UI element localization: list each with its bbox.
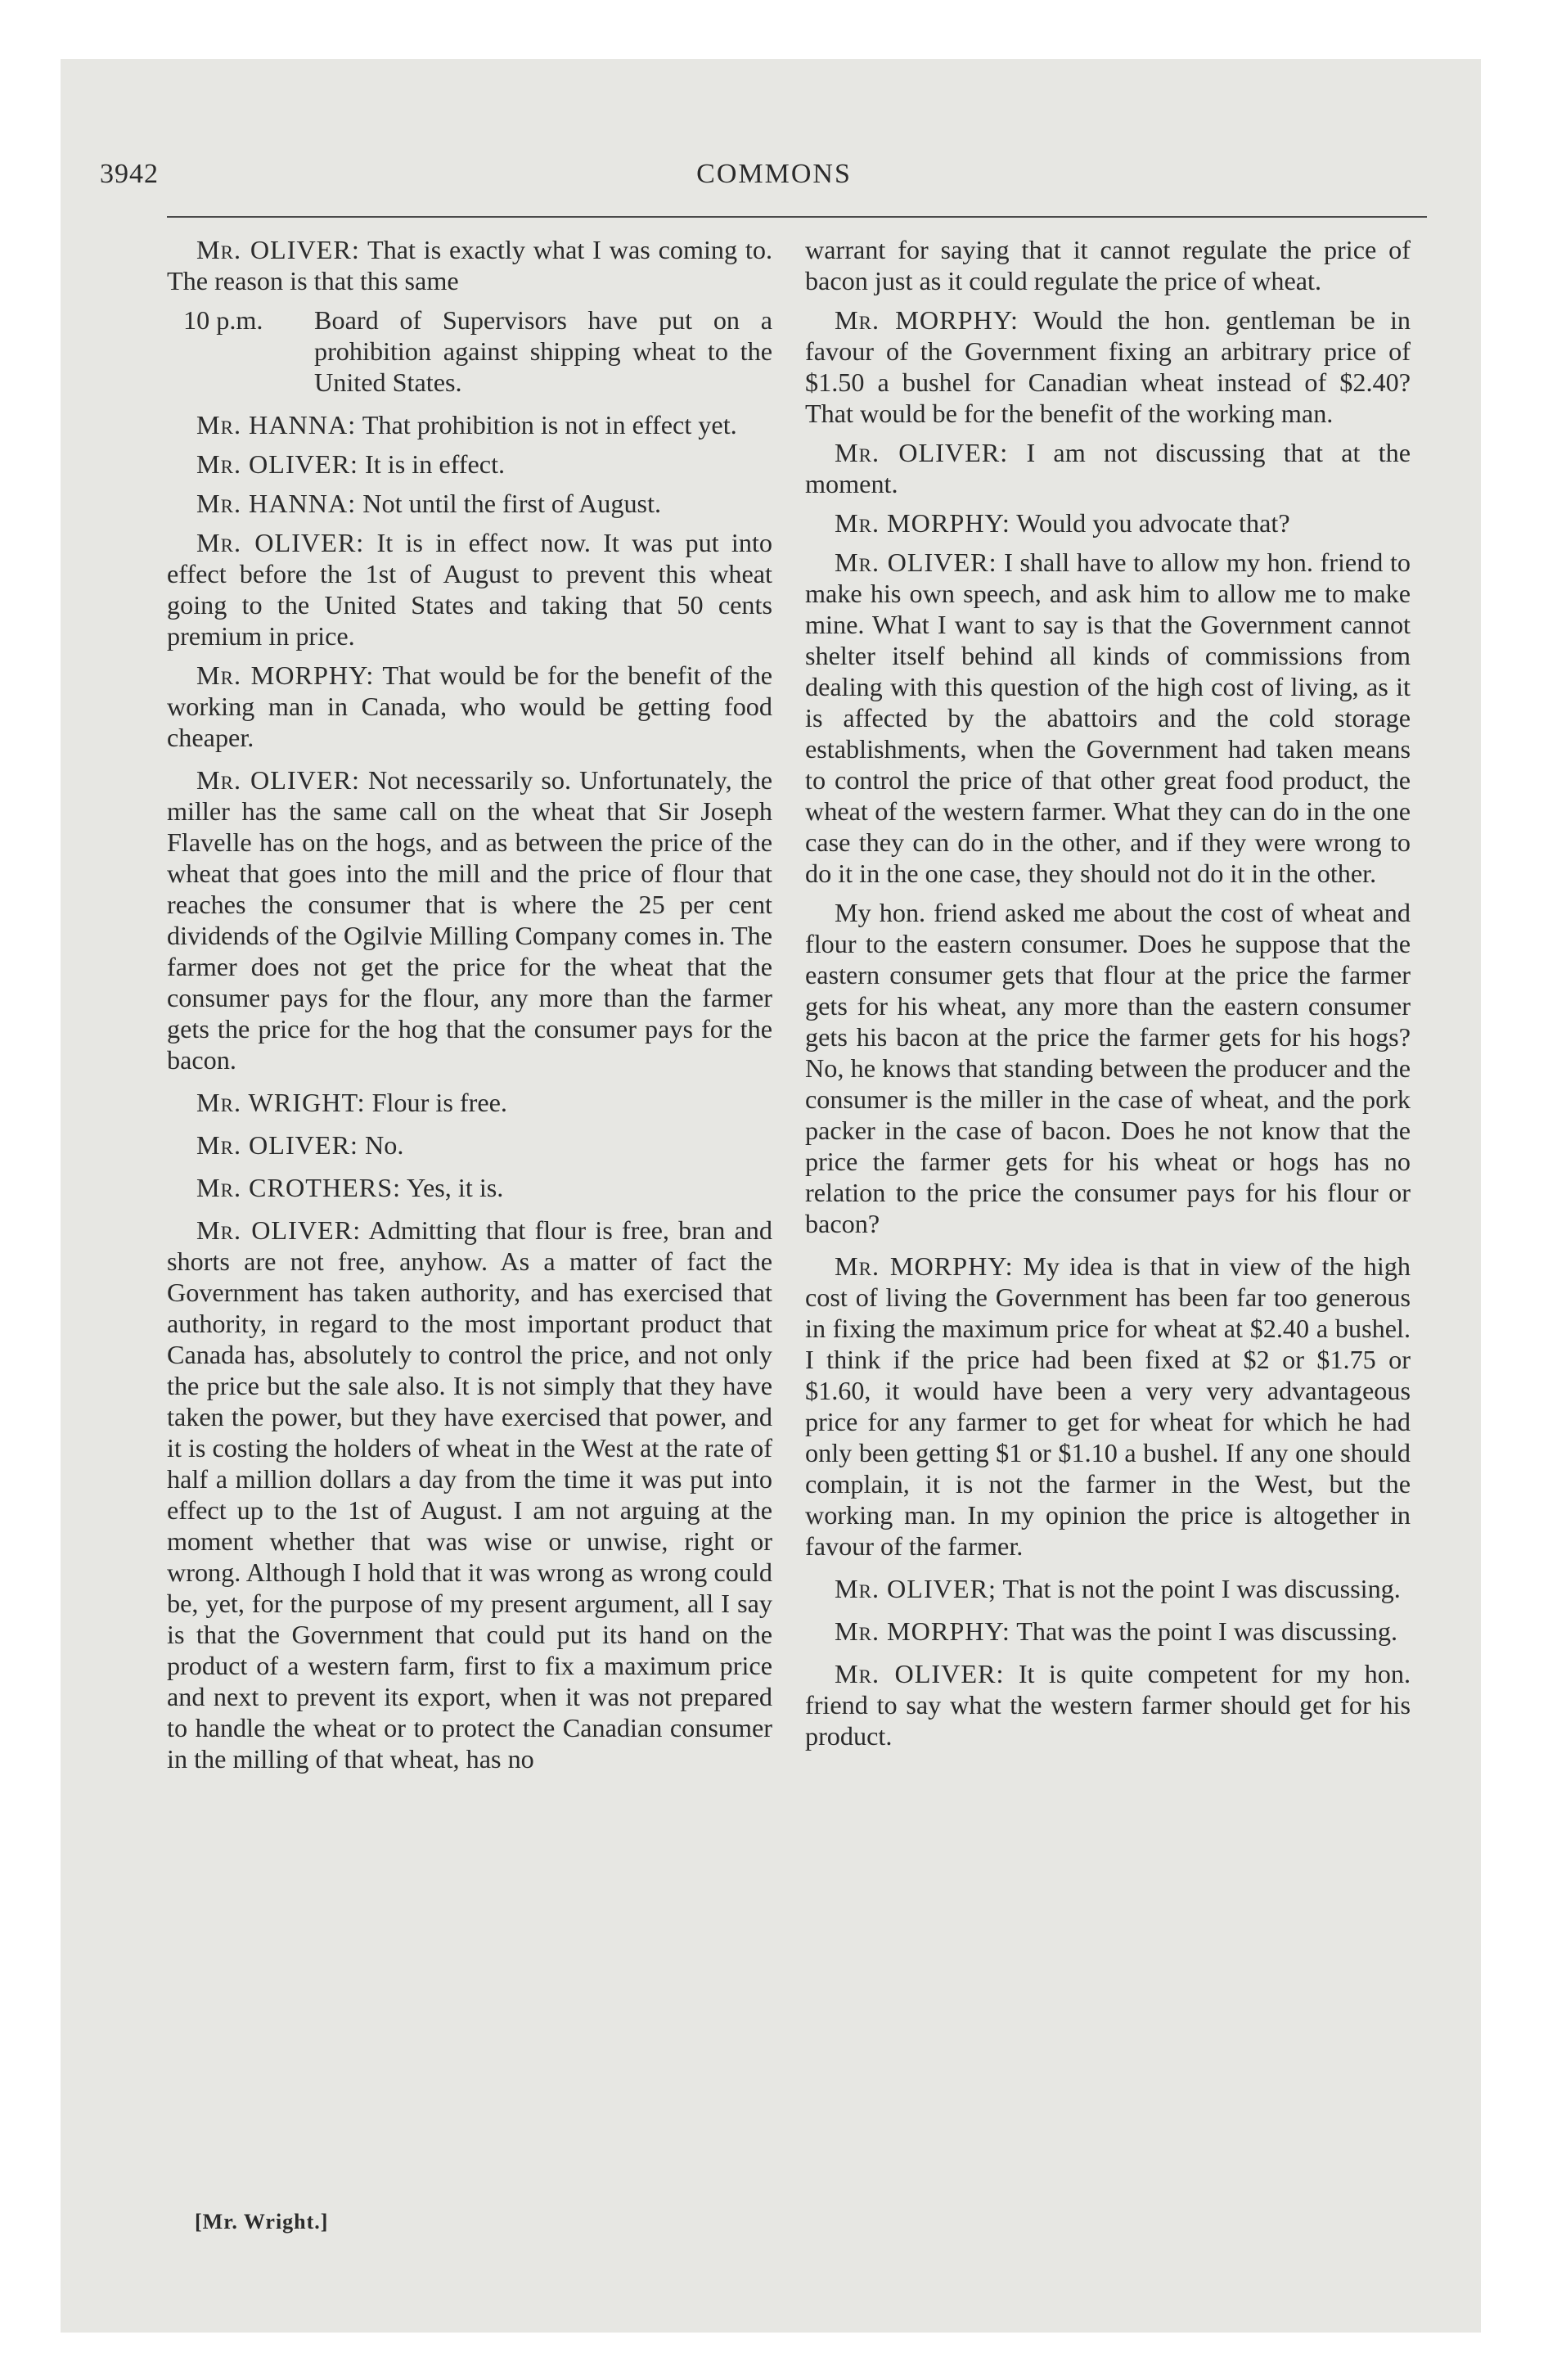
speaker-name: Mr. WRIGHT: [196, 1088, 366, 1117]
speech-text: That is not the point I was discussing. [997, 1574, 1401, 1603]
paragraph [167, 1172, 772, 1203]
paragraph [805, 437, 1411, 499]
speech-text: It is in effect now. It was put into effect before the 1st of August to prevent this wheat going to the United States and taking that 50 cents premium in price. [167, 528, 772, 651]
speech-text: My hon. friend asked me about the cost of wheat and flour to the eastern consumer. Does he suppose that the eastern consumer gets that flour at the price the farmer gets for his wheat, any more than the eastern consumer gets his bacon at the price the farmer gets for his hogs? No, he knows that standing between the producer and the consumer is the miller in the case of wheat, and the pork packer in the case of bacon. Does he not know that the price the farmer gets for his wheat or hogs has no relation to the price the consumer pays for his flour or bacon? [805, 898, 1411, 1238]
speech-text: Flour is free. [365, 1088, 507, 1117]
speaker-name: Mr. OLIVER: [835, 548, 997, 577]
paragraph [805, 1573, 1411, 1604]
paragraph [167, 1087, 772, 1118]
paragraph [167, 409, 772, 440]
speech-text: warrant for saying that it cannot regulate the price of bacon just as it could regulate the price of wheat. [805, 235, 1411, 295]
paragraph [167, 449, 772, 480]
paragraph [167, 1215, 772, 1774]
speech-text: I shall have to allow my hon. friend to make his own speech, and ask him to allow me to make mine. What I want to say is that the Government cannot shelter itself behind all kinds of commissions from dealing with this question of the high cost of living, as it is affected by the abattoirs and the cold storage establishments, when the Government had taken means to control the price of that other great food product, the wheat of the western farmer. What they can do in the one case they can do in the other, and if they were wrong to do it in the one case, they should not do it in the other. [805, 548, 1411, 888]
speaker-name: Mr. OLIVER: [835, 438, 1009, 467]
speaker-name: Mr. OLIVER: [196, 449, 358, 479]
paragraph [805, 1658, 1411, 1751]
speech-text: Admitting that flour is free, bran and shorts are not free, anyhow. As a matter of fact the Government has taken authority, and has exercised that authority, in regard to the most important product that Canada has, absolutely to control the price, and not only the price but the sale also. It is not simply that they have taken the power, but they have exercised that power, and it is costing the holders of wheat in the West at the rate of half a million dollars a day from the time it was put into effect up to the 1st of August. I am not arguing at the moment whether that was wise or unwise, right or wrong. Although I hold that it was wrong as wrong could be, yet, for the purpose of my present argument, all I say is that the Government that could put its hand on the product of a western farm, first to fix a maximum price and next to prevent its export, when it was not prepared to handle the wheat or to protect the Canadian consumer in the milling of that wheat, has no [167, 1215, 772, 1774]
speaker-name: Mr. OLIVER: [196, 1215, 362, 1245]
left-column [167, 234, 772, 1783]
speaker-name: Mr. OLIVER: [835, 1659, 1005, 1688]
paragraph [167, 764, 772, 1075]
paragraph [167, 1129, 772, 1161]
speech-text: Not necessarily so. Unfortunately, the miller has the same call on the wheat that Sir Joseph Flavelle has on the hogs, and as between the price of the wheat that goes into the mill and the price of flour that reaches the consumer that is where the 25 per cent dividends of the Ogilvie Milling Company comes in. The farmer does not get the price for the wheat that the consumer pays for the flour, any more than the farmer gets the price for the hog that the consumer pays for the bacon. [167, 765, 772, 1075]
page-number: 3942 [100, 159, 159, 189]
speaker-name: Mr. MORPHY: [196, 660, 375, 690]
speech-text: It is in effect. [358, 449, 506, 479]
speech-text: That prohibition is not in effect yet. [356, 410, 737, 439]
paragraph [805, 547, 1411, 889]
speaker-name: Mr. HANNA: [196, 410, 357, 439]
right-column [805, 234, 1411, 1760]
timestamp: 10 p.m. [183, 305, 263, 335]
paragraph [167, 234, 772, 296]
running-head: COMMONS [696, 159, 852, 189]
header-rule [167, 216, 1427, 218]
speaker-name: Mr. MORPHY: [835, 1251, 1014, 1281]
speech-text: No. [358, 1130, 404, 1160]
speech-text: That is exactly what I was coming to. The reason is that this same [167, 235, 773, 295]
speech-text: Would the hon. gentleman be in favour of the Government fixing an arbitrary price of $1.50 a bushel for Canadian wheat instead of $2.40? That would be for the benefit of the working man. [805, 305, 1411, 428]
paragraph [167, 660, 772, 753]
speech-text: That would be for the benefit of the working man in Canada, who would be getting food cheaper. [167, 660, 773, 752]
speaker-name: Mr. OLIVER: [196, 528, 365, 557]
paragraph [805, 507, 1411, 539]
speaker-name: Mr. OLIVER: [196, 1130, 358, 1160]
speaker-name: Mr. MORPHY: [835, 1616, 1010, 1646]
speech-text: Board of Supervisors have put on a prohibition against shipping wheat to the United States. [314, 305, 772, 397]
speech-text: That was the point I was discussing. [1010, 1616, 1397, 1646]
speaker-name: Mr. HANNA: [196, 489, 357, 518]
speech-text: My idea is that in view of the high cost of living the Government has been far too generous in fixing the maximum price for wheat at $2.40 a bushel. I think if the price had been fixed at $2 or $1.75 or $1.60, it would have been a very very advantageous price for any farmer to get for wheat for which he had only been getting $1 or $1.10 a bushel. If any one should complain, it is not the farmer in the West, but the working man. In my opinion the price is altogether in favour of the farmer. [805, 1251, 1411, 1561]
speaker-name: Mr. OLIVER; [835, 1574, 997, 1603]
speaker-name: Mr. OLIVER: [196, 765, 360, 795]
paragraph [805, 897, 1411, 1239]
speaker-name: Mr. MORPHY: [835, 305, 1019, 335]
paragraph [805, 1616, 1411, 1647]
paragraph [167, 527, 772, 651]
speaker-name: Mr. CROTHERS: [196, 1173, 402, 1202]
paragraph [805, 304, 1411, 429]
paragraph [805, 1251, 1411, 1562]
paragraph [805, 234, 1411, 296]
footer-note: [Mr. Wright.] [195, 2210, 329, 2234]
speech-text: I am not discussing that at the moment. [805, 438, 1411, 498]
speech-text: Yes, it is. [401, 1173, 504, 1202]
speech-text: Not until the first of August. [356, 489, 662, 518]
speech-text: Would you advocate that? [1010, 508, 1290, 538]
paragraph [167, 488, 772, 519]
speaker-name: Mr. OLIVER: [196, 235, 360, 264]
speaker-name: Mr. MORPHY: [835, 508, 1010, 538]
speech-text: It is quite competent for my hon. friend to say what the western farmer should get for his product. [805, 1659, 1411, 1751]
timestamp-block [167, 304, 772, 398]
